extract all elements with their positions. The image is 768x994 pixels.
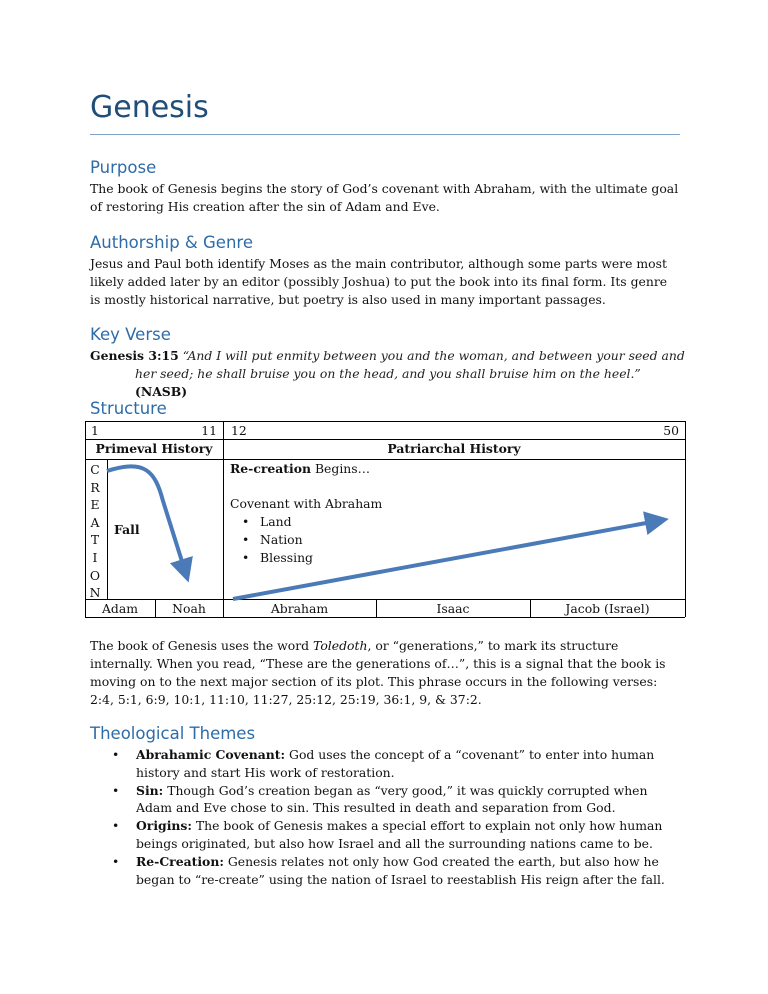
theme-item [112,817,682,853]
purpose-heading: Purpose [90,158,157,177]
theme-label: Re-Creation: [136,853,224,869]
covenant-label: Covenant with Abraham [230,496,383,511]
patriarchal-history-label: Patriarchal History [387,441,521,456]
theme-text: Though God’s creation began as “very good,” it was quickly corrupted when Adam and Eve chose to sin. This resulted in death and separation from God. [136,782,648,816]
themes-heading: Theological Themes [90,724,256,743]
key-verse-version: (NASB) [135,384,188,399]
key-verse-quote: “And I will put enmity between you and the woman, and between your seed and her seed; he shall bruise you on the head, and you shall bruise him on the heel.” [135,348,685,381]
person-jacob: Jacob (Israel) [565,601,650,616]
purpose-text: The book of Genesis begins the story of God’s covenant with Abraham, with the ultimate goal of restoring His creation after the sin of Adam and Eve. [90,181,679,214]
authorship-text: Jesus and Paul both identify Moses as the main contributor, although some parts were most likely added later by an editor (possibly Joshua) to put the book into its final form. Its genre is mostly historical narrative, but poetry is also used in many important passages. [90,256,668,307]
chapter-start: 1 [91,423,99,438]
page-title: Genesis [90,90,209,125]
chapter-patriarchal-start: 12 [231,423,247,438]
creation-letter: E [90,497,100,513]
covenant-item: • Blessing [260,549,382,567]
theme-text: Genesis relates not only how God created the earth, but also how he began to “re-create” using the nation of Israel to reestablish His reign after the fall. [136,853,665,887]
key-verse-text [90,347,690,401]
table-border-right [685,421,686,617]
creation-letter: O [89,567,101,583]
structure-arrows [85,421,685,618]
theme-item [112,746,682,782]
toledoth-text [90,637,680,709]
toledoth-before: The book of Genesis uses the word [90,638,314,653]
creation-letter: R [90,479,100,495]
chapter-primeval-end: 11 [201,423,217,438]
structure-heading: Structure [90,399,167,418]
creation-letter: A [90,514,100,530]
theme-item [112,853,682,889]
themes-list [112,746,682,888]
creation-letter: N [89,585,101,601]
theme-item [112,782,682,818]
structure-table [85,421,685,618]
person-abraham: Abraham [270,601,329,616]
primeval-history-label: Primeval History [95,441,213,456]
key-verse-reference: Genesis 3:15 [90,348,179,363]
fall-arrow [107,466,185,571]
creation-letter: T [90,532,100,548]
toledoth-word: Toledoth [313,638,368,653]
authorship-heading: Authorship & Genre [90,233,253,252]
theme-text: The book of Genesis makes a special effort to explain not only how human beings originated, but also how Israel and all the surrounding nations came to be. [136,818,663,851]
person-noah: Noah [172,601,206,616]
covenant-item: • Land [260,513,382,531]
toledoth-after: , or “generations,” to mark its structure internally. When you read, “These are the generations of…”, this is a signal that the book is moving on to the next major section of its plot. This phrase occurs in the following verses: 2:4, 5:1, 6:9, 10:1, 11:10, 11:27, 25:12, 25:19, 36:1, 9, & 37:2. [90,638,666,707]
recreation-label: Re-creation [230,461,312,476]
fall-label: Fall [114,522,140,537]
theme-text: God uses the concept of a “covenant” to enter into human history and start His work of restoration. [136,747,655,780]
person-isaac: Isaac [436,601,470,616]
theme-label: Sin: [136,782,164,798]
creation-letter: I [92,549,98,565]
recreation-arrow [233,521,657,599]
creation-letter: C [90,462,100,477]
theme-label: Origins: [136,818,192,834]
recreation-rest: Begins… [311,461,371,476]
theme-label: Abrahamic Covenant: [136,747,286,762]
key-verse-heading: Key Verse [90,325,171,344]
person-adam: Adam [101,601,139,616]
chapter-end: 50 [663,423,679,438]
title-divider [90,134,680,135]
covenant-item: • Nation [260,531,382,549]
